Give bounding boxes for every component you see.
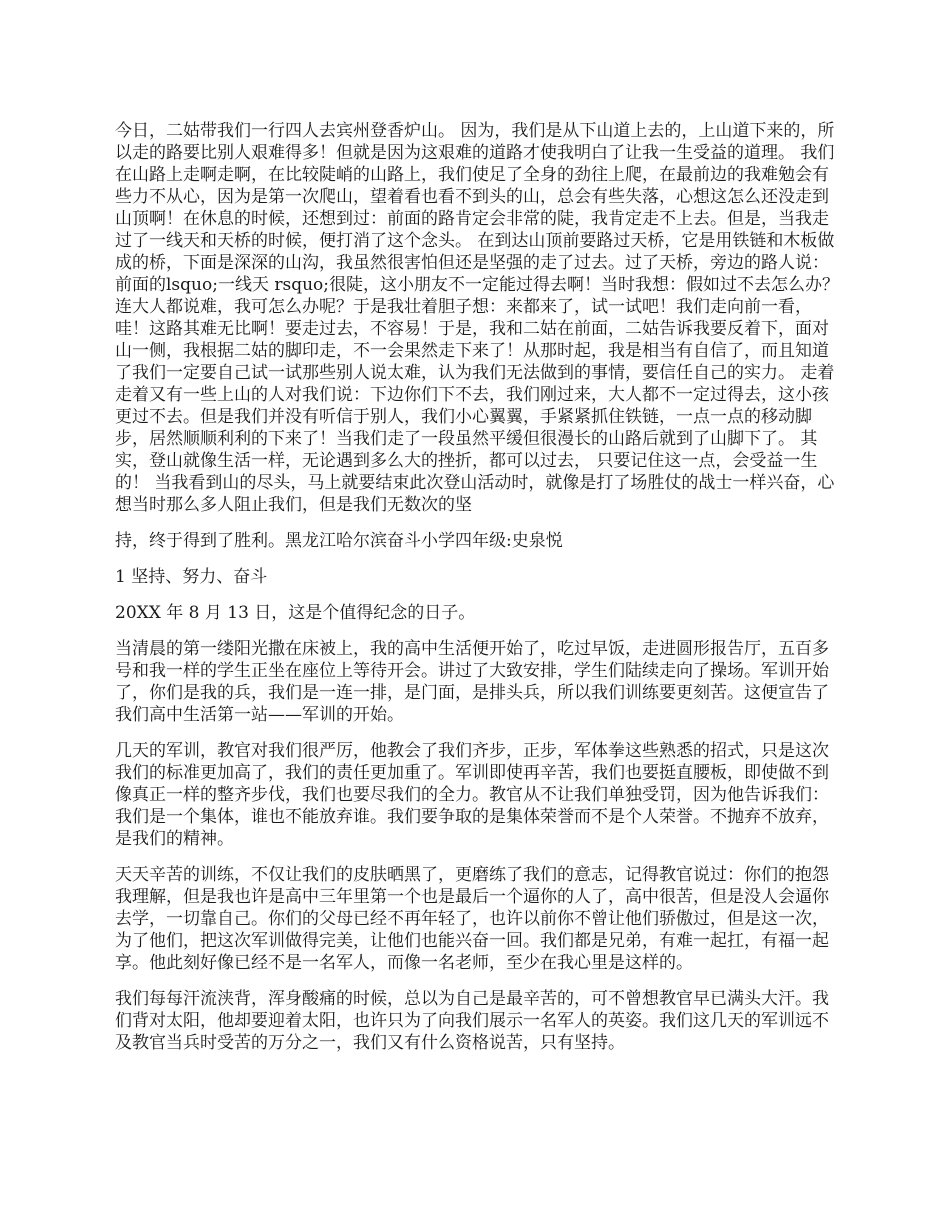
paragraph-persistence: 我们每每汗流浃背，浑身酸痛的时候，总以为自己是最辛苦的，可不曾想教官早已满头大汗。我们背对太阳，他却要迎着太阳，也许只为了向我们展示一名军人的英姿。我们这几天的军训远不及教官当兵时受苦的万分之一，我们又有什么资格说苦，只有坚持。 bbox=[115, 989, 829, 1053]
section-heading: 1 坚持、努力、奋斗 bbox=[115, 567, 268, 587]
document-body bbox=[115, 120, 843, 1068]
paragraph-instructor-strict: 几天的军训，教官对我们很严厉，他教会了我们齐步，正步，军体拳这些熟悉的招式，只是这次我们的标准更加高了，我们的责任更加重了。军训即使再辛苦，我们也要挺直腰板，即使做不到像真正一样的整齐步伐，我们也要尽我们的全力。教官从不让我们单独受罚，因为他告诉我们：我们是一个集体，谁也不能放弃谁。我们要争取的是集体荣誉而不是个人荣誉。不抛弃不放弃，是我们的精神。 bbox=[115, 741, 829, 849]
paragraph-military-training-start: 当清晨的第一缕阳光撒在床被上，我的高中生活便开始了，吃过早饭，走进圆形报告厅，五百多号和我一样的学生正坐在座位上等待开会。讲过了大致安排，学生们陆续走向了操场。军训开始了，你们是我的兵，我们是一连一排，是门面，是排头兵，所以我们训练要更刻苦。这便宣告了我们高中生活第一站——军训的开始。 bbox=[115, 639, 829, 725]
paragraph-mountain-climbing: 今日，二姑带我们一行四人去宾州登香炉山。 因为，我们是从下山道上去的，上山道下来的，所以走的路要比别人艰难得多！但就是因为这艰难的道路才使我明白了让我一生受益的道理。 我们在山路上走啊走啊，在比较陡峭的山路上，我们使足了全身的劲往上爬，在最前边的我难勉会有些力不从心，因为是第一次爬山，望着看也看不到头的山，总会有些失落，心想这怎么还没走到山顶啊！在休息的时候，还想到过：前面的路肯定会非常的陡，我肯定走不上去。但是，当我走过了一线天和天桥的时候，便打消了这个念头。 在到达山顶前要路过天桥，它是用铁链和木板做成的桥，下面是深深的山沟，我虽然很害怕但还是坚强的走了过去。过了天桥，旁边的路人说：前面的lsquo;一线天 rsquo;很陡，这小朋友不一定能过得去啊！当时我想：假如过不去怎么办？连大人都说难，我可怎么办呢？于是我壮着胆子想：来都来了，试一试吧！我们走向前一看，哇！这路其难无比啊！要走过去，不容易！于是，我和二姑在前面，二姑告诉我要反着下，面对山一侧，我根据二姑的脚印走，不一会果然走下来了！从那时起，我是相当有自信了，而且知道了我们一定要自己试一试那些别人说太难，认为我们无法做到的事情，要信任自己的实力。 走着走着又有一些上山的人对我们说：下边你们下不去，我们刚过来，大人都不一定过得去，这小孩更过不去。但是我们并没有听信于别人，我们小心翼翼，手紧紧抓住铁链，一点一点的移动脚步，居然顺顺利利的下来了！当我们走了一段虽然平缓但很漫长的山路后就到了山脚下了。 其实，登山就像生活一样，无论遇到多么大的挫折，都可以过去， 只要记住这一点，会受益一生的！ 当我看到山的尽头，马上就要结束此次登山活动时，就像是打了场胜仗的战士一样兴奋，心想当时那么多人阻止我们，但是我们无数次的坚 bbox=[115, 121, 840, 515]
paragraph-date: 20XX 年 8 月 13 日，这是个值得纪念的日子。 bbox=[115, 603, 476, 623]
paragraph-signature: 持，终于得到了胜利。黑龙江哈尔滨奋斗小学四年级:史泉悦 bbox=[115, 531, 563, 551]
paragraph-daily-training: 天天辛苦的训练，不仅让我们的皮肤晒黑了，更磨练了我们的意志，记得教官说过：你们的抱怨我理解，但是我也许是高中三年里第一个也是最后一个逼你的人了，高中很苦，但是没人会逼你去学，一切靠自己。你们的父母已经不再年轻了，也许以前你不曾让他们骄傲过，但是这一次，为了他们，把这次军训做得完美，让他们也能兴奋一回。我们都是兄弟，有难一起扛，有福一起享。他此刻好像已经不是一名军人，而像一名老师，至少在我心里是这样的。 bbox=[115, 865, 829, 973]
